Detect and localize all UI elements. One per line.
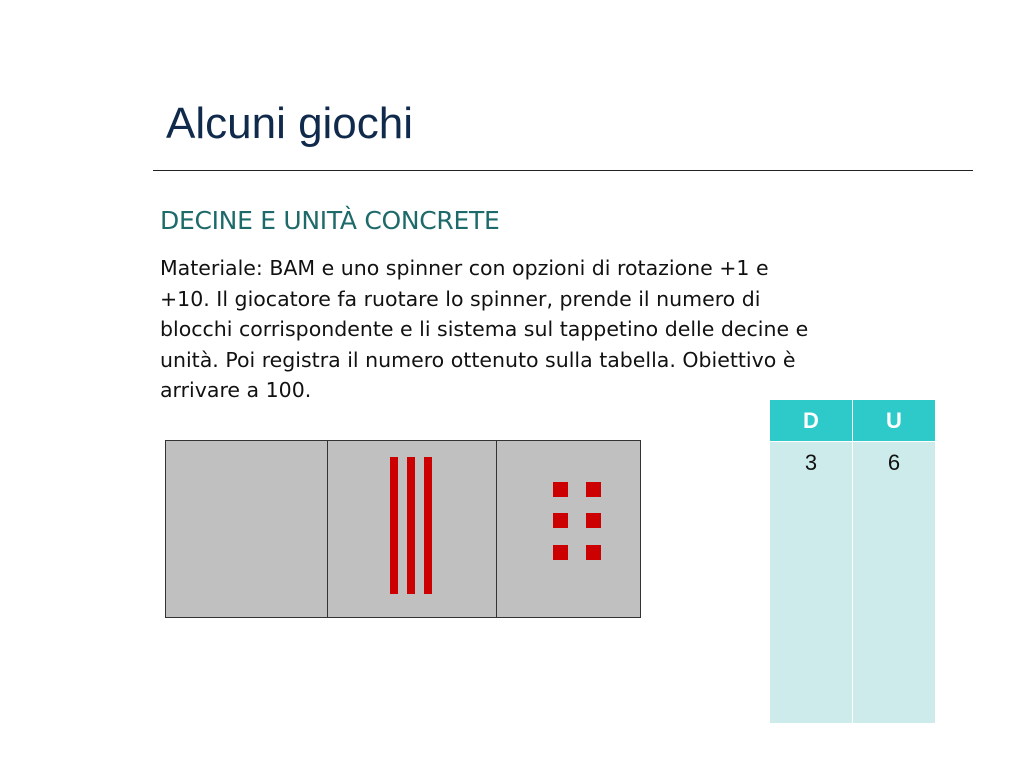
- unit-cube: [586, 482, 601, 497]
- mat-divider: [496, 441, 497, 617]
- tens-units-table: [769, 399, 936, 724]
- place-value-mat: [165, 440, 641, 618]
- slide-body-text: [160, 253, 980, 406]
- slide-subtitle: DECINE E UNITÀ CONCRETE: [160, 206, 500, 235]
- slide-title: Alcuni giochi: [166, 99, 414, 148]
- cell-tens: 3: [770, 442, 853, 724]
- table-header-row: [770, 400, 936, 442]
- header-tens: D: [770, 400, 853, 442]
- body-line: unità. Poi registra il numero ottenuto sulla tabella. Obiettivo è: [160, 347, 796, 372]
- body-line: +10. Il giocatore fa ruotare lo spinner, prende il numero di: [160, 286, 761, 311]
- body-line: Materiale: BAM e uno spinner con opzioni di rotazione +1 e: [160, 256, 769, 280]
- body-line: arrivare a 100.: [160, 378, 312, 402]
- tens-rod: [407, 457, 415, 594]
- tens-rod: [390, 457, 398, 594]
- table-row: [770, 442, 936, 724]
- title-divider: [153, 170, 973, 171]
- unit-cube: [553, 482, 568, 497]
- mat-divider: [327, 441, 328, 617]
- body-line: blocchi corrispondente e li sistema sul tappetino delle decine e: [160, 317, 809, 341]
- cell-units: 6: [853, 442, 936, 724]
- unit-cube: [586, 545, 601, 560]
- unit-cube: [553, 513, 568, 528]
- tens-rod: [424, 457, 432, 594]
- unit-cube: [553, 545, 568, 560]
- unit-cube: [586, 513, 601, 528]
- header-units: U: [853, 400, 936, 442]
